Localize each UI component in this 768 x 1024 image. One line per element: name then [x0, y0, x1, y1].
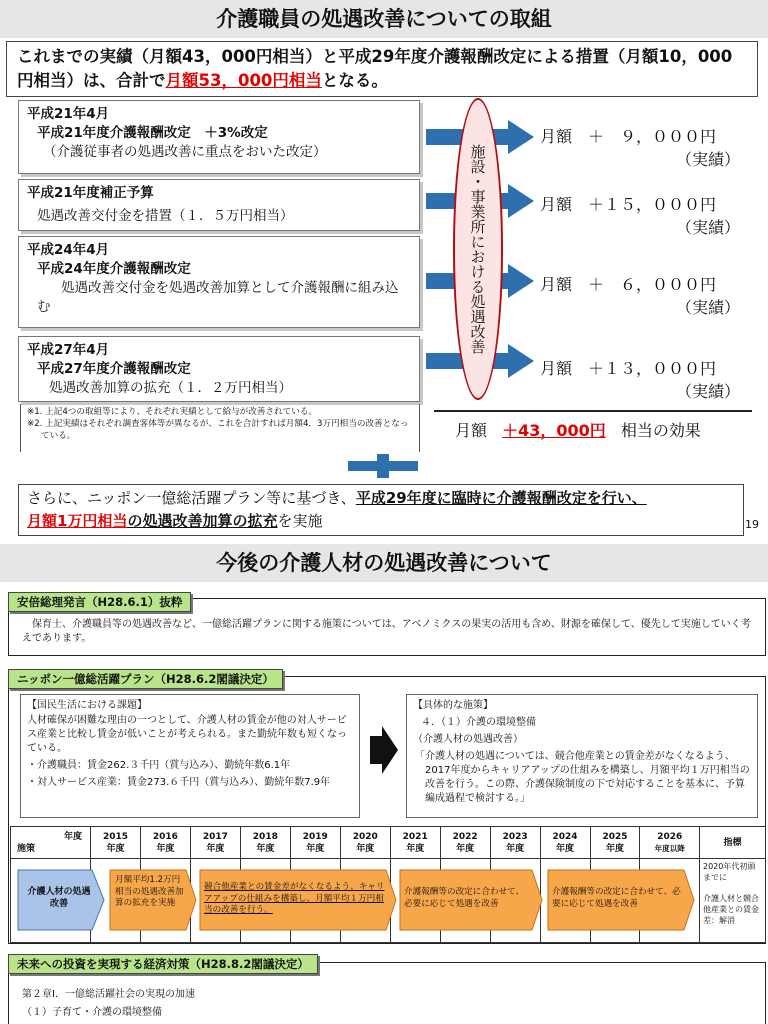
year-suffix: 年度	[206, 843, 225, 854]
amount-value: 月額 ＋１５，０００円	[540, 195, 717, 214]
page-number: 19	[745, 518, 759, 531]
year-suffix: 年度	[456, 843, 475, 854]
abe-statement-tag: 安倍総理発言（H28.6.1）抜粋	[8, 592, 191, 612]
step-header: 平成24年4月	[27, 242, 110, 258]
note-2: ※2. 上記実績はそれぞれ調査客体等が異なるが、これを合計すれば月額4．3万円相当の改善となっている。	[27, 419, 409, 441]
year-suffix: 年度	[606, 843, 625, 854]
total-value: ＋43，000円	[502, 421, 606, 440]
year-label: 2023	[502, 831, 528, 842]
step-header: 平成21年4月	[27, 106, 110, 122]
year-cell	[340, 827, 390, 859]
step-sub: 平成24年度介護報酬改定	[37, 261, 191, 277]
step-desc: （介護従事者の処遇改善に重点をおいた改定）	[43, 144, 327, 160]
amount-item	[540, 356, 740, 402]
note-1: ※1. 上記4つの取組等により、それぞれ実績として給与が改善されている。	[27, 407, 318, 417]
amount-item	[540, 272, 740, 318]
step-box-2009-revision	[18, 100, 420, 174]
year-cell	[490, 827, 540, 859]
plan-tag: ニッポン一億総活躍プラン（H28.6.2閣議決定）	[8, 669, 283, 689]
summary-highlight: 月額53，000円相当	[165, 71, 322, 90]
year-suffix: 年度	[106, 843, 125, 854]
abe-statement-text: 保育士、介護職員等の処遇改善など、一億総活躍プランに関する施策については、アベノミクスの果実の活用も含め、財源を確保して、優先して実施していく考えであります。	[22, 619, 751, 644]
year-suffix: 年度以降	[654, 843, 685, 853]
year-cell	[91, 827, 141, 859]
slide2-title: 今後の介護人材の処遇改善について	[0, 544, 768, 582]
total-divider	[434, 410, 752, 412]
issue-bullet-2: ・対人サービス産業：賃金273.６千円（賞与込み）、勤続年数7.9年	[27, 777, 331, 788]
bar-4-text: 介護報酬等の改定に合わせて、必要に応じて処遇を改善	[552, 887, 681, 909]
year-suffix: 年度	[506, 843, 525, 854]
year-label: 2024	[552, 831, 578, 842]
right-arrow-icon	[370, 726, 398, 774]
year-label: 2026	[657, 831, 683, 842]
year-suffix: 年度	[256, 843, 275, 854]
future-line-2: （１）子育て・介護の環境整備	[22, 1007, 162, 1018]
step-desc: 処遇改善加算の拡充（１．２万円相当）	[49, 380, 292, 396]
indicator-2: 介護人材と競合他産業との賃金差：解消	[703, 894, 759, 925]
bar-2-text: 競合他産業との賃金差がなくなるよう、キャリアアップの仕組みを構築し、月額平均１万円相当の改善を行う。	[204, 882, 385, 915]
corner-cell	[11, 827, 91, 859]
year-label: 2021	[402, 831, 428, 842]
year-suffix: 年度	[356, 843, 375, 854]
bottom-text-b: 平成29年度に臨時に介護報酬改定を行い、	[355, 489, 647, 507]
year-cell	[440, 827, 490, 859]
summary-text-b: となる。	[321, 71, 388, 90]
measure-quote: 「介護人材の処遇については、競合他産業との賃金差がなくなるよう、2017年度からキャリアアップの仕組みを構築し、月額平均１万円相当の改善を行う。この際、介護保険制度の下で対応することを基本に、予算編成過程で検討する。」	[415, 751, 750, 804]
summary-box	[6, 41, 758, 97]
total-suffix: 相当の効果	[620, 421, 701, 440]
step-header: 平成27年4月	[27, 342, 110, 358]
amount-value: 月額 ＋ ６，０００円	[540, 275, 717, 294]
amount-note: （実績）	[675, 218, 740, 237]
facility-oval-text: 施設・事業所における処遇改善	[468, 144, 487, 354]
step-box-2015-revision	[18, 336, 420, 402]
step-desc: 処遇改善交付金を措置（１．５万円相当）	[37, 208, 294, 224]
bottom-text-c: の処遇改善加算の拡充	[127, 512, 278, 530]
notes-box	[20, 404, 420, 452]
amount-note: （実績）	[675, 150, 740, 169]
year-label: 2022	[452, 831, 478, 842]
schedule-header-row	[11, 827, 766, 859]
row-label: 介護人材の処遇改善	[27, 887, 91, 909]
indicator-1: 2020年代初頭までに	[703, 862, 756, 882]
year-label: 2015	[102, 831, 128, 842]
year-suffix: 年度	[556, 843, 575, 854]
year-suffix: 年度	[156, 843, 175, 854]
amount-value: 月額 ＋ ９，０００円	[540, 127, 717, 146]
step-box-2009-supplementary	[18, 179, 420, 231]
amount-note: （実績）	[675, 298, 740, 317]
year-suffix: 年度	[406, 843, 425, 854]
bottom-text-a: さらに、ニッポン一億総活躍プラン等に基づき、	[27, 489, 356, 507]
year-cell	[140, 827, 190, 859]
step-box-2012-revision	[18, 236, 420, 328]
year-suffix: 年度	[306, 843, 325, 854]
step-header: 平成21年度補正予算	[27, 185, 154, 201]
additional-measure-box	[18, 484, 744, 536]
year-cell	[640, 827, 700, 859]
measure-heading: 【具体的な施策】	[413, 700, 493, 711]
step-desc: 処遇改善交付金を処遇改善加算として介護報酬に組み込む	[37, 280, 399, 315]
total-effect	[455, 418, 755, 441]
measure-box	[406, 694, 758, 818]
year-label: 2025	[602, 831, 628, 842]
step-sub: 平成27年度介護報酬改定	[37, 361, 191, 377]
year-label: 2018	[252, 831, 278, 842]
amount-item	[540, 192, 740, 238]
year-cell	[390, 827, 440, 859]
step-sub: 平成21年度介護報酬改定 ＋3%改定	[37, 125, 268, 141]
measure-item-sub: （介護人材の処遇改善）	[413, 734, 523, 745]
issue-body: 人材確保が困難な理由の一つとして、介護人材の賃金が他の対人サービス産業と比較し賃金が低いことが考えられる。また勤続年数も短くなっている。	[27, 715, 347, 754]
future-line-1: 第２章Ⅰ．一億総活躍社会の実現の加速	[22, 989, 195, 1000]
bottom-highlight: 月額1万円相当	[27, 512, 128, 530]
bar-1-text: 月額平均1.2万円相当の処遇改善加算の拡充を実施	[115, 875, 184, 908]
year-cell	[540, 827, 590, 859]
amount-item	[540, 124, 740, 170]
year-cell	[240, 827, 290, 859]
plus-icon	[348, 454, 418, 478]
issue-box	[20, 694, 360, 818]
issue-bullet-1: ・介護職員：賃金262.３千円（賞与込み）、勤続年数6.1年	[27, 760, 291, 771]
total-prefix: 月額	[455, 421, 488, 440]
indicator-header: 指標	[700, 827, 766, 859]
year-label: 2016	[152, 831, 178, 842]
year-cell	[590, 827, 640, 859]
future-tag: 未来への投資を実現する経済対策（H28.8.2閣議決定）	[8, 954, 318, 974]
year-cell	[190, 827, 240, 859]
year-label: 2020	[352, 831, 378, 842]
corner-bottom: 施策	[17, 843, 36, 854]
summary-text-a: これまでの実績（月額43，000円相当）と平成29年度介護報酬改定による措置（月額10，000円相当）は、合計で	[17, 47, 733, 90]
year-cell	[290, 827, 340, 859]
year-label: 2017	[202, 831, 228, 842]
year-label: 2019	[302, 831, 328, 842]
corner-top: 年度	[63, 831, 82, 842]
issue-heading: 【国民生活における課題】	[27, 700, 147, 711]
bar-3-text: 介護報酬等の改定に合わせて、必要に応じて処遇を改善	[404, 887, 525, 909]
bottom-text-d: を実施	[277, 512, 323, 530]
amount-value: 月額 ＋１３，０００円	[540, 359, 717, 378]
measure-item: ４．（１）介護の環境整備	[421, 717, 536, 728]
amount-note: （実績）	[675, 382, 740, 401]
slide1-title: 介護職員の処遇改善についての取組	[0, 0, 768, 38]
